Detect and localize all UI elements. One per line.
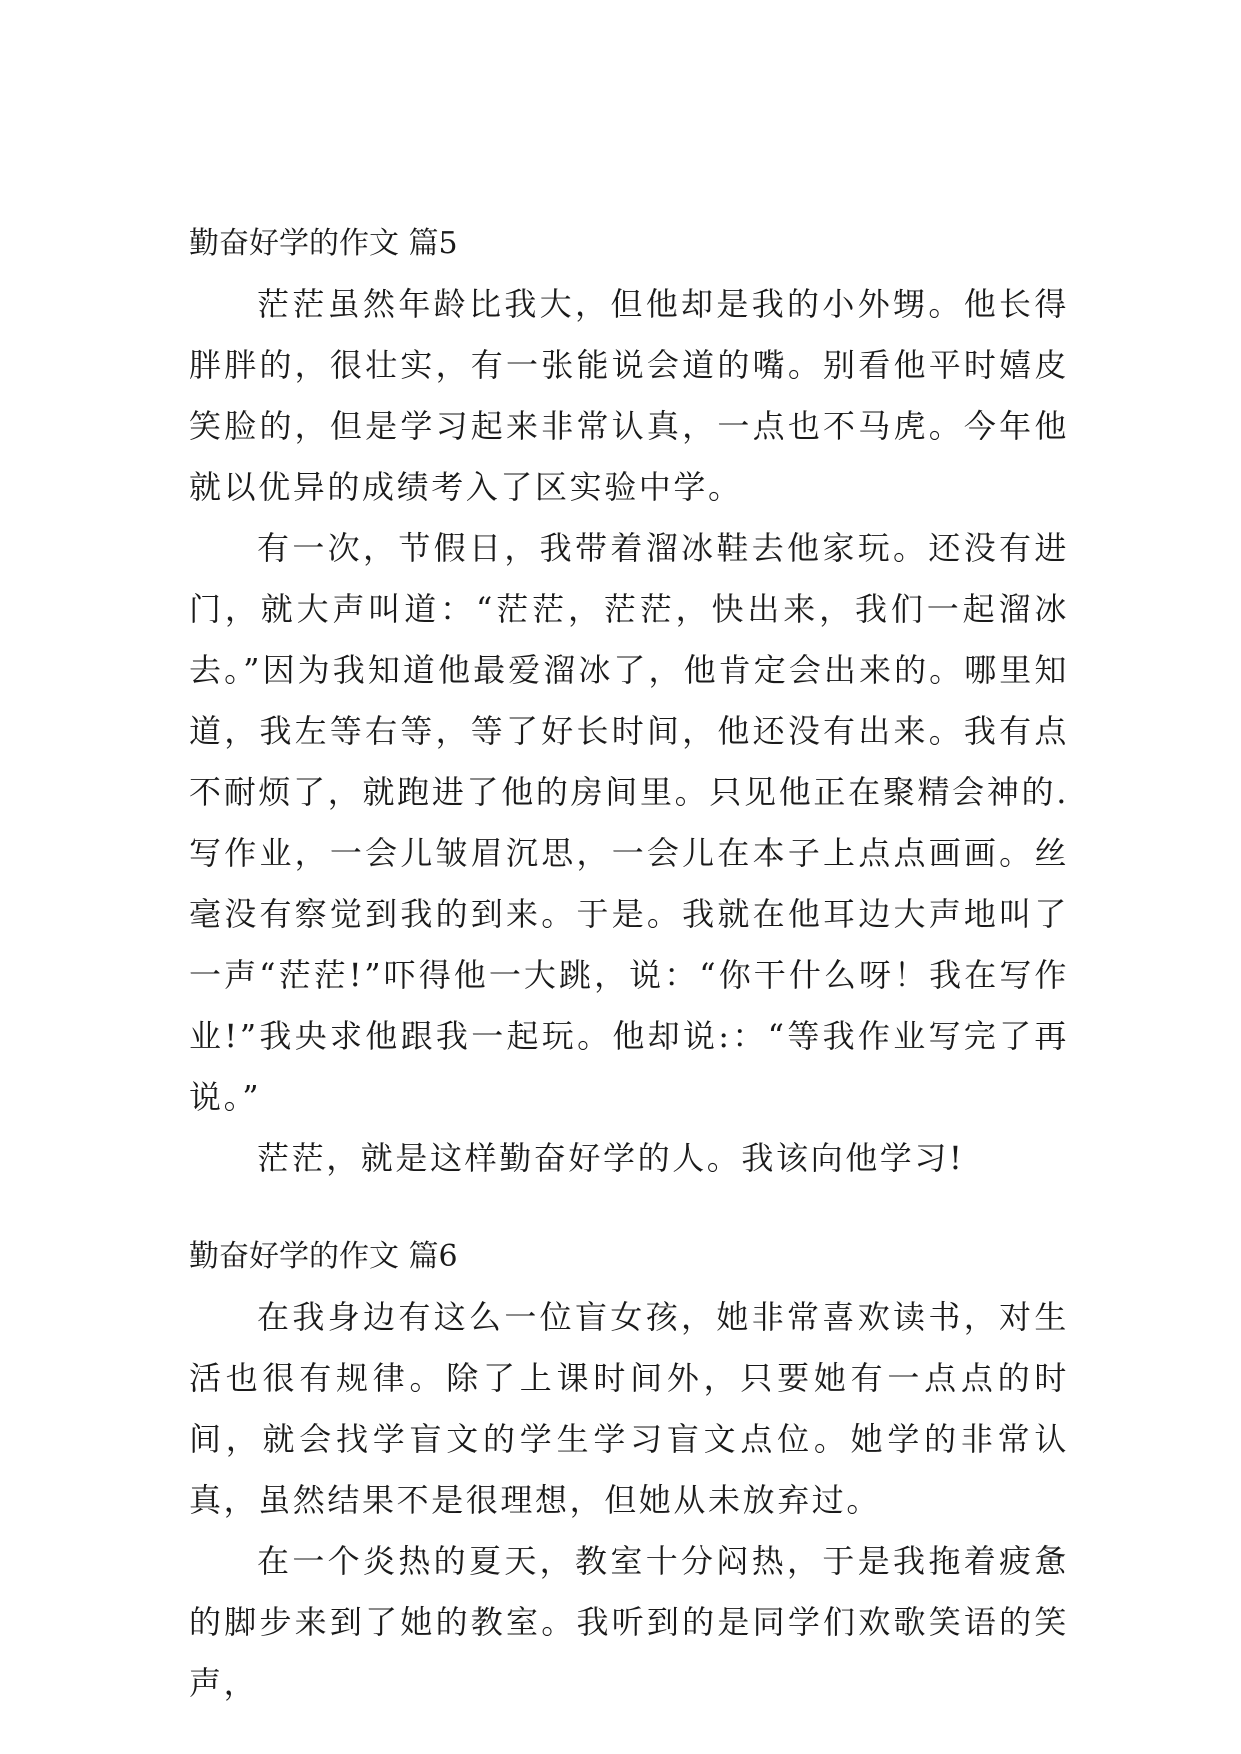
section-heading: 勤奋好学的作文 篇6 (189, 1239, 458, 1274)
paragraph: 茫茫虽然年龄比我大，但他却是我的小外甥。他长得胖胖的，很壮实，有一张能说会道的嘴。别看他平时嬉皮笑脸的，但是学习起来非常认真，一点也不马虎。今年他就以优异的成绩考入了区实验中学。 (189, 285, 1069, 506)
document-body (189, 214, 1069, 1714)
paragraph: 茫茫，就是这样勤奋好学的人。我该向他学习! (257, 1139, 965, 1177)
essay-section-5 (189, 214, 1069, 1189)
essay-section-6 (189, 1227, 1069, 1714)
paragraph: 在我身边有这么一位盲女孩，她非常喜欢读书，对生活也很有规律。除了上课时间外，只要她有一点点的时间，就会找学盲文的学生学习盲文点位。她学的非常认真，虽然结果不是很理想，但她从未放弃过。 (189, 1298, 1069, 1519)
paragraph: 有一次，节假日，我带着溜冰鞋去他家玩。还没有进门，就大声叫道：“茫茫，茫茫，快出来，我们一起溜冰去。”因为我知道他最爱溜冰了，他肯定会出来的。哪里知道，我左等右等，等了好长时间，他还没有出来。我有点不耐烦了，就跑进了他的房间里。只见他正在聚精会神的.写作业，一会儿皱眉沉思，一会儿在本子上点点画画。丝毫没有察觉到我的到来。于是。我就在他耳边大声地叫了一声“茫茫!”吓得他一大跳，说：“你干什么呀！我在写作业!”我央求他跟我一起玩。他却说:：“等我作业写完了再说。” (189, 529, 1069, 1116)
section-heading: 勤奋好学的作文 篇5 (189, 226, 458, 261)
paragraph: 在一个炎热的夏天，教室十分闷热，于是我拖着疲惫的脚步来到了她的教室。我听到的是同学们欢歌笑语的笑声， (189, 1542, 1069, 1702)
